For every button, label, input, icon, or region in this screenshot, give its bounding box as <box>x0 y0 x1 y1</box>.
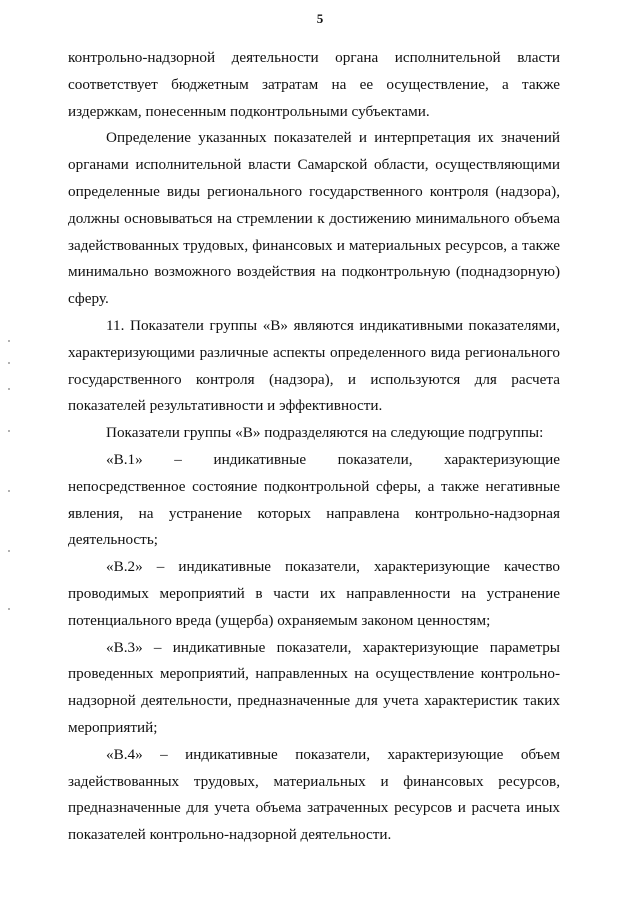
paragraph-continuation: контрольно-надзорной деятельности органа исполнительной власти соответствует бюджетным затратам на ее осуществление, а также издержкам, понесенным подконтрольными субъектами. <box>68 49 560 120</box>
paragraph-subgroups-intro: Показатели группы «В» подразделяются на следующие подгруппы: <box>106 424 544 442</box>
document-body <box>68 45 560 849</box>
list-item-b1: «В.1» – индикативные показатели, характеризующие непосредственное состояние подконтрольной сферы, а также негативные явления, на устранение которых направлена контрольно-надзорная деятельность; <box>68 450 560 549</box>
list-item-b4: «В.4» – индикативные показатели, характеризующие объем задействованных трудовых, материальных и финансовых ресурсов, предназначенные для учета объема затраченных ресурсов и расчета иных показателей контрольно-надзорной деятельности. <box>68 745 560 844</box>
page-number: 5 <box>316 11 324 26</box>
list-item-b2: «В.2» – индикативные показатели, характеризующие качество проводимых мероприятий в части их направленности на устранение потенциального вреда (ущерба) охраняемым законом ценностям; <box>68 558 560 629</box>
scan-margin-marks <box>8 340 12 640</box>
list-item-b3: «В.3» – индикативные показатели, характеризующие параметры проведенных мероприятий, направленных на осуществление контрольно-надзорной деятельности, предназначенные для учета характеристик таких мероприятий; <box>68 638 560 736</box>
paragraph-section-11: 11. Показатели группы «В» являются индикативными показателями, характеризующими различные аспекты определенного вида регионального государственного контроля (надзора), и используются для расчета показателей результативности и эффективности. <box>68 316 560 415</box>
paragraph-indicator-definition: Определение указанных показателей и интерпретация их значений органами исполнительной власти Самарской области, осуществляющими определенные виды регионального государственного контроля (надзора), должны основываться на стремлении к достижению минимального объема задействованных трудовых, финансовых и материальных ресурсов, а также минимально возможного воздействия на подконтрольную (поднадзорную) сферу. <box>68 129 560 308</box>
